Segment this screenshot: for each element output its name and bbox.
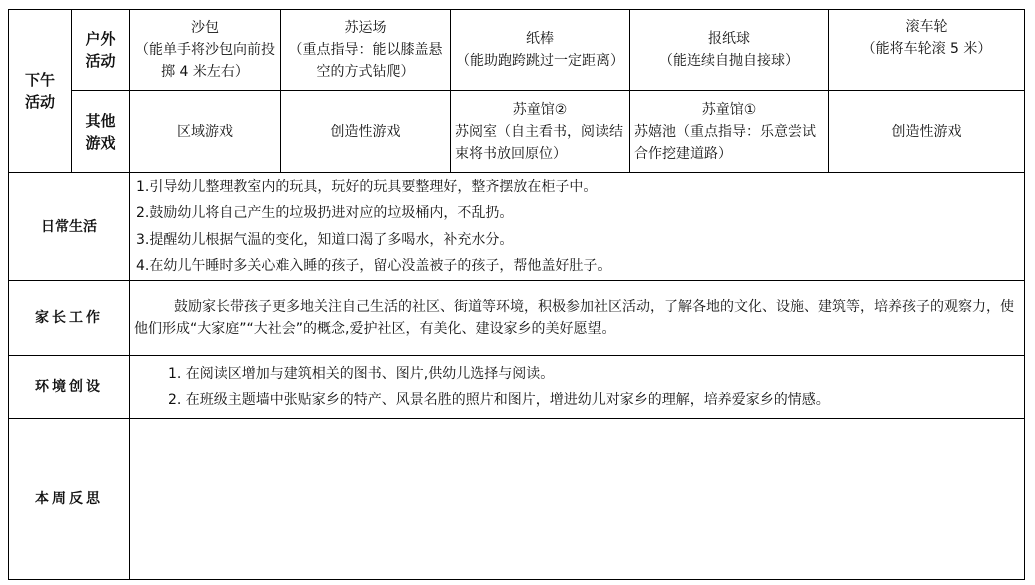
list-item: 3.提醒幼儿根据气温的变化，知道口渴了多喝水，补充水分。 <box>136 231 514 248</box>
outdoor-item-title: 苏运场 <box>344 20 387 36</box>
parent-work-row <box>9 281 1025 356</box>
outdoor-item-newspaper-ball <box>630 10 829 91</box>
outdoor-item-detail: （重点指导：能以膝盖悬空的方式钻爬） <box>288 42 443 80</box>
game-item-area <box>130 91 281 173</box>
game-item-detail: 苏阅室（自主看书，阅读结束将书放回原位） <box>455 123 623 162</box>
weekly-plan-table <box>8 9 1025 580</box>
game-item-title: 区域游戏 <box>177 123 233 140</box>
game-item-sutong-1 <box>630 91 829 173</box>
daily-life-row <box>9 173 1025 281</box>
outdoor-item-paper-stick <box>451 10 630 91</box>
outdoor-item-detail: （能助跑跨跳过一定距离） <box>456 53 624 69</box>
outdoor-item-title: 滚车轮 <box>905 19 948 35</box>
parent-work-label: 家长工作 <box>9 281 130 356</box>
outdoor-item-detail: （能连续自抛自接球） <box>659 53 799 69</box>
afternoon-activities-label: 下午 活动 <box>9 10 72 173</box>
reflection-label: 本周反思 <box>9 419 130 580</box>
environment-list <box>134 361 1020 413</box>
other-games-label: 其他 游戏 <box>72 91 130 173</box>
game-item-sutong-2 <box>451 91 630 173</box>
game-item-title: 苏童馆① <box>701 101 757 118</box>
outdoor-item-title: 纸棒 <box>526 31 554 47</box>
list-item: 2.鼓励幼儿将自己产生的垃圾扔进对应的垃圾桶内，不乱扔。 <box>136 205 514 221</box>
game-item-detail: 苏嬉池（重点指导：乐意尝试合作挖建道路） <box>634 123 816 162</box>
outdoor-item-title: 沙包 <box>191 20 219 36</box>
outdoor-item-title: 报纸球 <box>708 31 750 47</box>
reflection-content[interactable] <box>130 419 1025 580</box>
outdoor-item-detail: （能将车轮滚 5 米） <box>861 41 992 57</box>
outdoor-activities-label: 户外 活动 <box>72 10 130 91</box>
outdoor-item-sandbag <box>130 10 281 91</box>
list-item: 2. 在班级主题墙中张贴家乡的特产、风景名胜的照片和图片，增进幼儿对家乡的理解，培养爱家乡的情感。 <box>168 392 830 408</box>
list-item: 1.引导幼儿整理教室内的玩具，玩好的玩具要整理好，整齐摆放在柜子中。 <box>136 178 598 195</box>
outdoor-item-detail: （能单手将沙包向前投掷 4 米左右） <box>135 42 275 80</box>
game-item-title: 苏童馆② <box>512 101 568 118</box>
list-item: 4.在幼儿午睡时多关心难入睡的孩子，留心没盖被子的孩子，帮他盖好肚子。 <box>136 258 612 274</box>
game-item-title: 创造性游戏 <box>891 123 962 140</box>
outdoor-item-rolling-wheel <box>829 10 1025 91</box>
list-item: 1. 在阅读区增加与建筑相关的图书、图片,供幼儿选择与阅读。 <box>168 366 555 382</box>
parent-work-text: 鼓励家长带孩子更多地关注自己生活的社区、街道等环境，积极参加社区活动，了解各地的文化、设施、建筑等，培养孩子的观察力，使他们形成“大家庭”“大社会”的概念,爱护社区，有美化、建设家乡的美好愿望。 <box>130 281 1025 356</box>
daily-life-content <box>130 173 1025 281</box>
environment-row <box>9 356 1025 419</box>
daily-life-list <box>134 174 1020 280</box>
reflection-row <box>9 419 1025 580</box>
daily-life-label: 日常生活 <box>9 173 130 281</box>
environment-content <box>130 356 1025 419</box>
environment-label: 环境创设 <box>9 356 130 419</box>
game-item-title: 创造性游戏 <box>330 123 401 140</box>
game-item-creative <box>281 91 451 173</box>
outdoor-activities-row <box>9 10 1025 91</box>
outdoor-item-suyunchang <box>281 10 451 91</box>
game-item-creative-2 <box>829 91 1025 173</box>
other-games-row <box>9 91 1025 173</box>
